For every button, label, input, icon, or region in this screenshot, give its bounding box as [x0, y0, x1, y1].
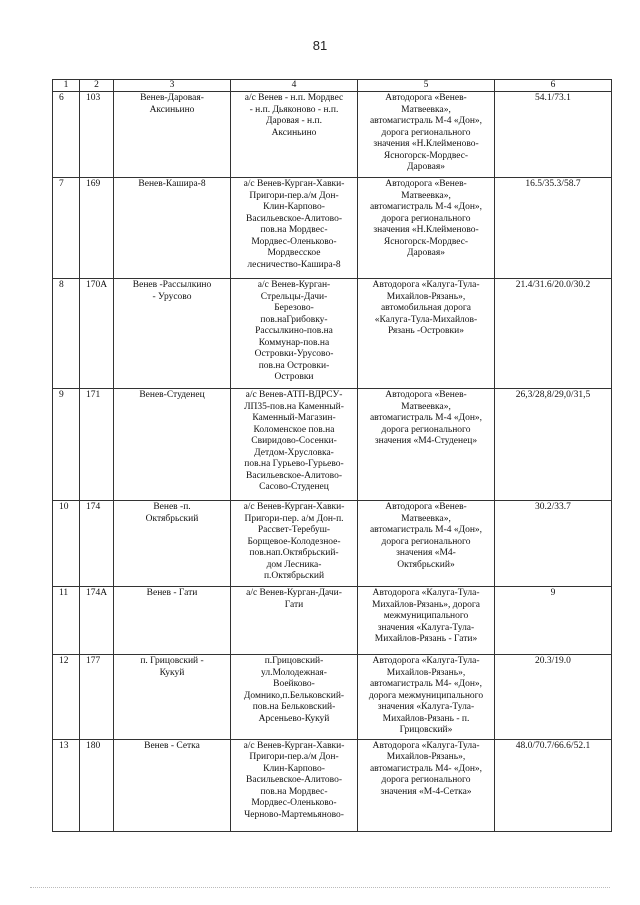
- route-path: а/с Венев-Курган-Хавки- Пригори-пер. а/м Дон-п. Рассвет-Теребуш- Борщевое-Колодезное- пов.нап.Октябрьский- дом Лесника- п.Октябрьский: [231, 501, 358, 587]
- route-name: Венев -Рассылкино - Урусово: [114, 279, 231, 389]
- route-roads: Автодорога «Венев- Матвеевка», автомагистраль М-4 «Дон», дорога регионального значения «М4- Октябрьский»: [358, 501, 495, 587]
- route-roads: Автодорога «Калуга-Тула- Михайлов-Рязань», автомагистраль М4- «Дон», дорога межмуниципального значения «Калуга-Тула- Михайлов-Рязань - п. Грицовский»: [358, 655, 495, 740]
- route-code: 169: [80, 178, 114, 279]
- route-distance: 54.1/73.1: [495, 92, 612, 178]
- header-row: [53, 80, 612, 92]
- route-distance: 16.5/35.3/58.7: [495, 178, 612, 279]
- route-name: Венев-Студенец: [114, 389, 231, 501]
- route-roads: Автодорога «Калуга-Тула- Михайлов-Рязань», дорога межмуниципального значения «Калуга-Тула- Михайлов-Рязань - Гати»: [358, 587, 495, 655]
- row-number: 6: [53, 92, 80, 178]
- header-col-6: 6: [495, 80, 612, 92]
- route-name: Венев -п. Октябрьский: [114, 501, 231, 587]
- scan-artifact-line: [30, 887, 610, 889]
- route-distance: 9: [495, 587, 612, 655]
- route-roads: Автодорога «Венев- Матвеевка», автомагистраль М-4 «Дон», дорога регионального значения «М4-Студенец»: [358, 389, 495, 501]
- table-row: [53, 178, 612, 279]
- header-col-1: 1: [53, 80, 80, 92]
- route-code: 171: [80, 389, 114, 501]
- row-number: 8: [53, 279, 80, 389]
- route-roads: Автодорога «Венев- Матвеевка», автомагистраль М-4 «Дон», дорога регионального значения «Н.Клейменово- Ясногорск-Мордвес- Даровая»: [358, 178, 495, 279]
- header-col-5: 5: [358, 80, 495, 92]
- route-code: 170А: [80, 279, 114, 389]
- page-number: 81: [312, 38, 328, 53]
- table-row: [53, 501, 612, 587]
- header-col-4: 4: [231, 80, 358, 92]
- route-name: Венев - Гати: [114, 587, 231, 655]
- route-roads: Автодорога «Венев- Матвеевка», автомагистраль М-4 «Дон», дорога регионального значения «Н.Клейменово- Ясногорск-Мордвес- Даровая»: [358, 92, 495, 178]
- row-number: 7: [53, 178, 80, 279]
- route-path: а/с Венев - н.п. Мордвес - н.п. Дьяконово - н.п. Даровая - н.п. Аксиньино: [231, 92, 358, 178]
- row-number: 13: [53, 739, 80, 831]
- row-number: 12: [53, 655, 80, 740]
- route-path: а/с Венев-Курган- Стрельцы-Дачи- Березово- пов.наГрибовку- Рассылкино-пов.на Коммунар-пов.на Островки-Урусово- пов.на Островки- Островки: [231, 279, 358, 389]
- route-path: а/с Венев-Курган-Хавки- Пригори-пер.а/м Дон- Клин-Карпово- Васильевское-Алитово- пов.на Мордвес- Мордвес-Оленьково- Черново-Мартемьяново-: [231, 739, 358, 831]
- header-col-3: 3: [114, 80, 231, 92]
- route-code: 174А: [80, 587, 114, 655]
- route-name: п. Грицовский - Кукуй: [114, 655, 231, 740]
- routes-table: [52, 79, 612, 832]
- row-number: 10: [53, 501, 80, 587]
- header-col-2: 2: [80, 80, 114, 92]
- route-distance: 21.4/31.6/20.0/30.2: [495, 279, 612, 389]
- route-code: 174: [80, 501, 114, 587]
- route-roads: Автодорога «Калуга-Тула- Михайлов-Рязань», автомагистраль М4- «Дон», дорога регионального значения «М-4-Сетка»: [358, 739, 495, 831]
- route-path: а/с Венев-Курган-Хавки- Пригори-пер.а/м Дон- Клин-Карпово- Васильевское-Алитово- пов.на Мордвес- Мордвес-Оленьково- Мордвесское лесничество-Кашира-8: [231, 178, 358, 279]
- route-roads: Автодорога «Калуга-Тула- Михайлов-Рязань», автомобильная дорога «Калуга-Тула-Михайлов- Рязань -Островки»: [358, 279, 495, 389]
- route-path: а/с Венев-Курган-Дачи- Гати: [231, 587, 358, 655]
- table-row: [53, 92, 612, 178]
- route-name: Венев - Сетка: [114, 739, 231, 831]
- table-row: [53, 389, 612, 501]
- row-number: 11: [53, 587, 80, 655]
- route-distance: 20.3/19.0: [495, 655, 612, 740]
- route-code: 177: [80, 655, 114, 740]
- route-name: Венев-Даровая- Аксиньино: [114, 92, 231, 178]
- table-row: [53, 655, 612, 740]
- table-row: [53, 587, 612, 655]
- route-path: п.Грицовский- ул.Молодежная- Воейково- Домнико,п.Бельковский- пов.на Бельковский- Арсеньево-Кукуй: [231, 655, 358, 740]
- route-code: 103: [80, 92, 114, 178]
- route-distance: 30.2/33.7: [495, 501, 612, 587]
- route-path: а/с Венев-АТП-ВДРСУ- ЛП35-пов.на Каменный- Каменный-Магазин- Коломенское пов.на Свиридово-Сосенки- Детдом-Хрусловка- пов.на Гурьево-Гурьево- Васильевское-Алитово- Сасово-Студенец: [231, 389, 358, 501]
- table-row: [53, 739, 612, 831]
- route-code: 180: [80, 739, 114, 831]
- table-row: [53, 279, 612, 389]
- route-distance: 48.0/70.7/66.6/52.1: [495, 739, 612, 831]
- route-name: Венев-Кашира-8: [114, 178, 231, 279]
- row-number: 9: [53, 389, 80, 501]
- route-distance: 26,3/28,8/29,0/31,5: [495, 389, 612, 501]
